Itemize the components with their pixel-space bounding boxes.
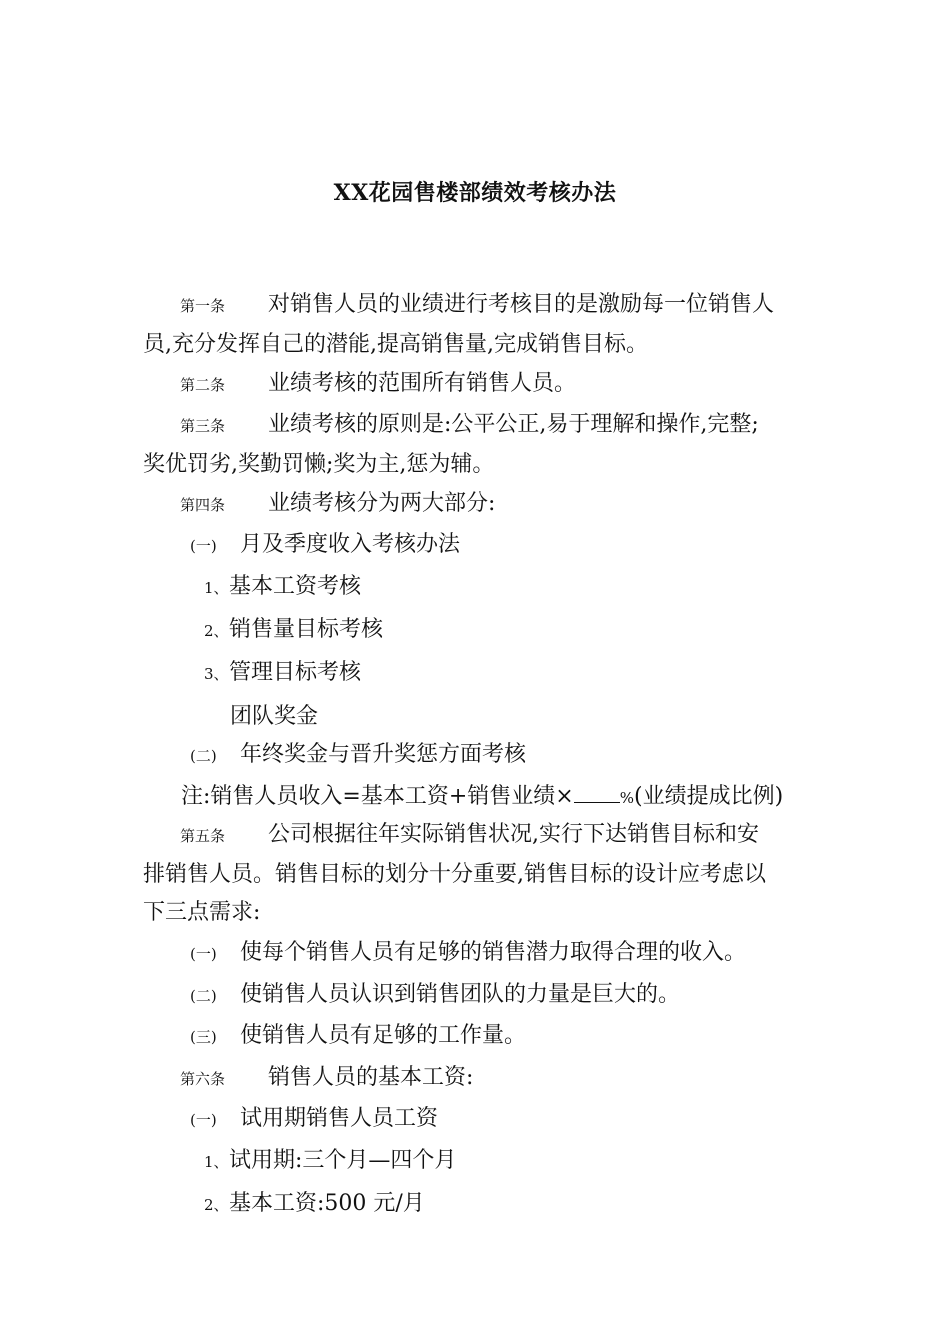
article-1-line-1 [180,290,774,321]
article-4-line-1 [180,489,495,520]
article-4-text-1: 业绩考核分为两大部分: [268,491,496,516]
a6-sub-2-text: 基本工资:500 元/月 [229,1191,425,1216]
article-4-item-2 [190,740,526,771]
article-5-item-2 [190,980,680,1011]
article-6-item-1-num: (一) [190,1111,217,1129]
article-1-line-2: 员,充分发挥自己的潜能,提高销售量,完成销售目标。 [143,332,648,357]
sub-2-num: 2、 [204,622,229,640]
article-6-text-1: 销售人员的基本工资: [268,1065,474,1090]
article-3-line-1 [180,410,759,441]
sub-2-text: 销售量目标考核 [229,617,384,642]
article-5-line-2: 排销售人员。销售目标的划分十分重要,销售目标的设计应考虑以 [143,862,766,887]
article-4-item-2-text: 年终奖金与晋升奖惩方面考核 [240,742,527,767]
a6-sub-2-num: 2、 [204,1196,229,1214]
article-5-line-1 [180,820,759,851]
sub-3-num: 3、 [204,665,229,683]
income-note-suffix: (业绩提成比例) [633,784,784,809]
a6-sub-1-num: 1、 [204,1153,229,1171]
article-5-item-2-text: 使销售人员认识到销售团队的力量是巨大的。 [240,982,681,1007]
article-3-label: 第三条 [180,417,226,435]
percentage-blank [574,784,620,803]
article-6-label: 第六条 [180,1070,226,1088]
article-4-item-1 [190,530,460,561]
income-note [181,782,783,813]
sub-3-text: 管理目标考核 [229,660,362,685]
article-1-label: 第一条 [180,297,226,315]
article-5-item-1 [190,938,746,969]
article-4-label: 第四条 [180,496,226,514]
article-5-item-2-num: (二) [190,987,217,1005]
article-6-item-1-sub-2 [204,1189,425,1220]
article-4-item-1-sub-1 [204,572,361,603]
article-5-label: 第五条 [180,827,226,845]
document-title: XX花园售楼部绩效考核办法 [333,180,617,206]
article-4-item-1-text: 月及季度收入考核办法 [240,532,461,557]
article-4-item-1-sub-3 [204,658,361,689]
article-3-line-2: 奖优罚劣,奖勤罚懒;奖为主,惩为辅。 [143,452,495,477]
article-2-line-1 [180,369,576,400]
article-2-text-1: 业绩考核的范围所有销售人员。 [268,371,577,396]
article-3-text-1: 业绩考核的原则是:公平公正,易于理解和操作,完整; [268,412,759,437]
article-6-item-1-text: 试用期销售人员工资 [240,1106,439,1131]
sub-1-num: 1、 [204,579,229,597]
article-5-line-3: 下三点需求: [143,900,261,925]
article-4-item-1-sub-2 [204,615,383,646]
article-4-item-2-num: (二) [190,747,217,765]
article-5-text-1: 公司根据往年实际销售状况,实行下达销售目标和安 [268,822,759,847]
article-6-line-1 [180,1063,473,1094]
article-6-item-1-sub-1 [204,1146,456,1177]
income-note-formula: 注:销售人员收入=基本工资+销售业绩× [181,784,574,809]
article-6-item-1 [190,1104,438,1135]
article-1-text-1: 对销售人员的业绩进行考核目的是激励每一位销售人 [268,292,775,317]
article-4-item-1-sub-4: 团队奖金 [230,704,319,729]
percent-sign: % [619,789,634,807]
article-4-item-1-num: (一) [190,537,217,555]
article-5-item-3 [190,1021,526,1052]
article-2-label: 第二条 [180,376,226,394]
article-5-item-3-num: (三) [190,1028,217,1046]
article-5-item-1-num: (一) [190,945,217,963]
article-5-item-1-text: 使每个销售人员有足够的销售潜力取得合理的收入。 [240,940,747,965]
article-5-item-3-text: 使销售人员有足够的工作量。 [240,1023,527,1048]
sub-1-text: 基本工资考核 [229,574,362,599]
a6-sub-1-text: 试用期:三个月—四个月 [229,1148,457,1173]
